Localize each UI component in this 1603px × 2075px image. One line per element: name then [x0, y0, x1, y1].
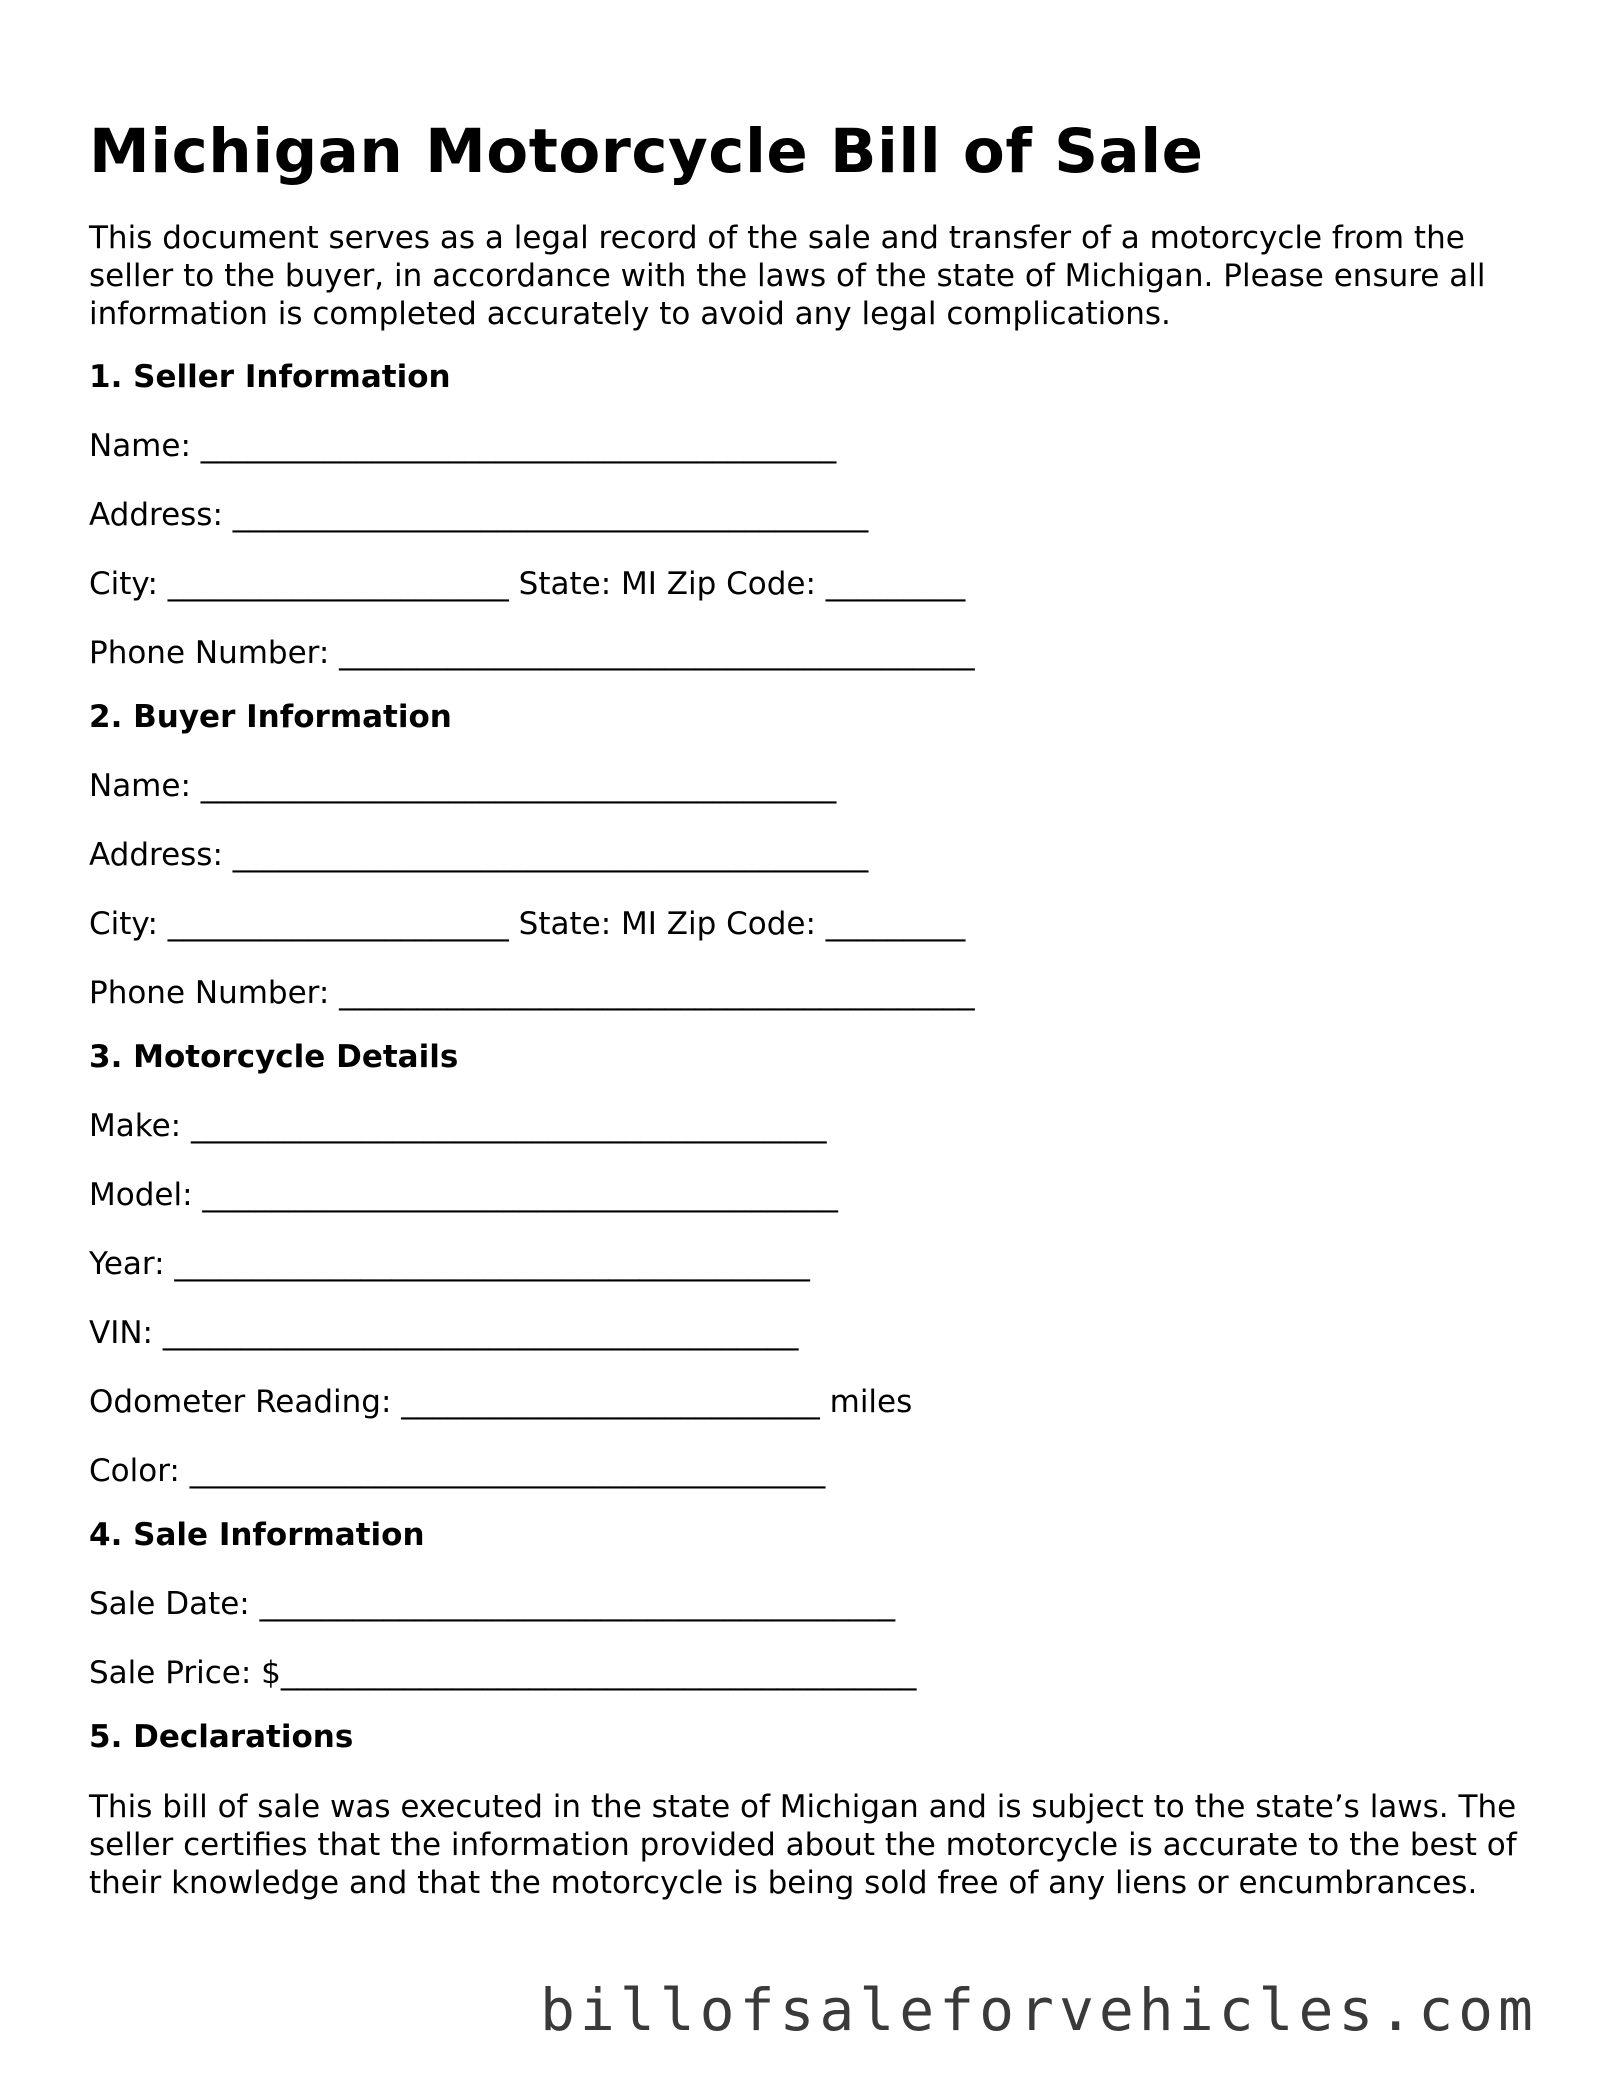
- watermark-text: billofsaleforvehicles.com: [540, 1976, 1538, 2044]
- sale-section-heading: 4. Sale Information: [89, 1517, 425, 1553]
- declarations-paragraph: This bill of sale was executed in the state of Michigan and is subject to the state’s laws. The seller certifies that the information provided about the motorcycle is accurate to the best of their knowledge and that the motorcycle is being sold free of any liens or encumbrances.: [89, 1789, 1517, 1901]
- declarations-section-heading: 5. Declarations: [89, 1719, 354, 1755]
- page-title: Michigan Motorcycle Bill of Sale: [89, 116, 1204, 187]
- sale-price-field[interactable]: Sale Price: $_________________________________________: [89, 1655, 917, 1691]
- buyer-phone-field[interactable]: Phone Number: _________________________________________: [89, 975, 975, 1011]
- motorcycle-vin-field[interactable]: VIN: _________________________________________: [89, 1315, 799, 1351]
- motorcycle-year-field[interactable]: Year: _________________________________________: [89, 1246, 810, 1282]
- seller-city-state-zip-field[interactable]: City: ______________________ State: MI Zip Code: _________: [89, 566, 966, 602]
- document-page: [89, 108, 1529, 1902]
- buyer-section-heading: 2. Buyer Information: [89, 699, 452, 735]
- motorcycle-color-field[interactable]: Color: _________________________________________: [89, 1453, 826, 1489]
- motorcycle-model-field[interactable]: Model: _________________________________________: [89, 1177, 838, 1213]
- buyer-address-field[interactable]: Address: _________________________________________: [89, 837, 869, 873]
- buyer-city-state-zip-field[interactable]: City: ______________________ State: MI Zip Code: _________: [89, 906, 966, 942]
- motorcycle-make-field[interactable]: Make: _________________________________________: [89, 1108, 827, 1144]
- seller-address-field[interactable]: Address: _________________________________________: [89, 497, 869, 533]
- seller-name-field[interactable]: Name: _________________________________________: [89, 428, 837, 464]
- seller-phone-field[interactable]: Phone Number: _________________________________________: [89, 635, 975, 671]
- motorcycle-section-heading: 3. Motorcycle Details: [89, 1039, 459, 1075]
- buyer-name-field[interactable]: Name: _________________________________________: [89, 768, 837, 804]
- intro-paragraph: This document serves as a legal record of the sale and transfer of a motorcycle from the seller to the buyer, in accordance with the laws of the state of Michigan. Please ensure all information is completed accurately to avoid any legal complications.: [89, 220, 1486, 332]
- sale-date-field[interactable]: Sale Date: _________________________________________: [89, 1586, 896, 1622]
- seller-section-heading: 1. Seller Information: [89, 359, 451, 395]
- motorcycle-odometer-field[interactable]: Odometer Reading: ___________________________ miles: [89, 1384, 913, 1420]
